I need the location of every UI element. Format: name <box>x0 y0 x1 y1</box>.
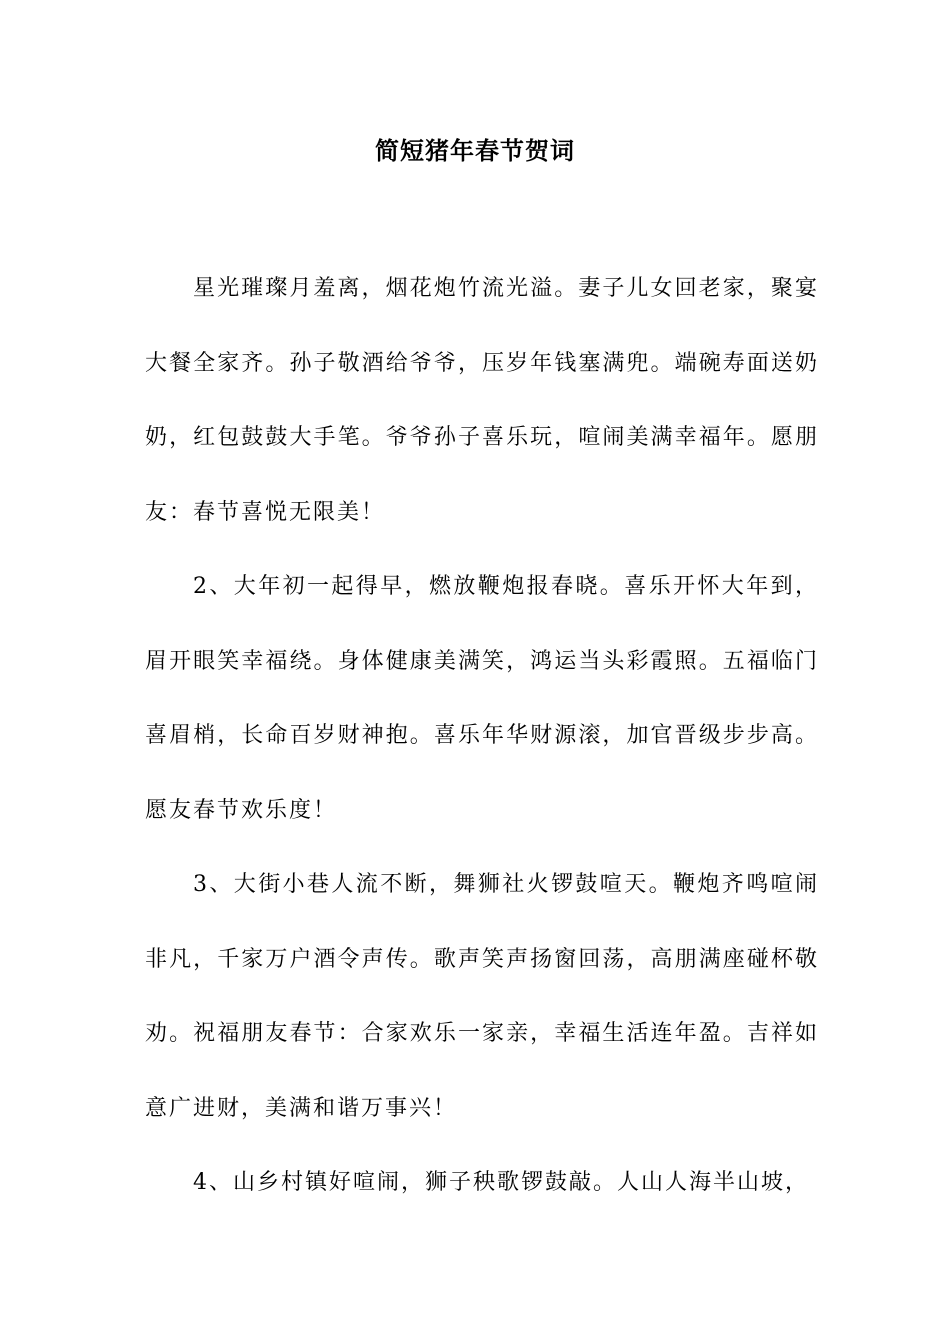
document-title: 简短猪年春节贺词 <box>375 136 575 165</box>
document-body <box>145 252 819 1221</box>
paragraph-2: 2、大年初一起得早，燃放鞭炮报春晓。喜乐开怀大年到，眉开眼笑幸福绕。身体健康美满笑，鸿运当头彩霞照。五福临门喜眉梢，长命百岁财神抱。喜乐年华财源滚，加官晋级步步高。愿友春节欢乐度！ <box>145 574 819 823</box>
paragraph-4: 4、山乡村镇好喧闹，狮子秧歌锣鼓敲。人山人海半山坡， <box>193 1170 809 1195</box>
paragraph-3: 3、大街小巷人流不断，舞狮社火锣鼓喧天。鞭炮齐鸣喧闹非凡，千家万户酒令声传。歌声笑声扬窗回荡，高朋满座碰杯敬劝。祝福朋友春节：合家欢乐一家亲，幸福生活连年盈。吉祥如意广进财，美满和谐万事兴！ <box>145 872 819 1121</box>
paragraph-1: 星光璀璨月羞离，烟花炮竹流光溢。妻子儿女回老家，聚宴大餐全家齐。孙子敬酒给爷爷，压岁年钱塞满兜。端碗寿面送奶奶，红包鼓鼓大手笔。爷爷孙子喜乐玩，喧闹美满幸福年。愿朋友：春节喜悦无限美！ <box>145 276 819 525</box>
